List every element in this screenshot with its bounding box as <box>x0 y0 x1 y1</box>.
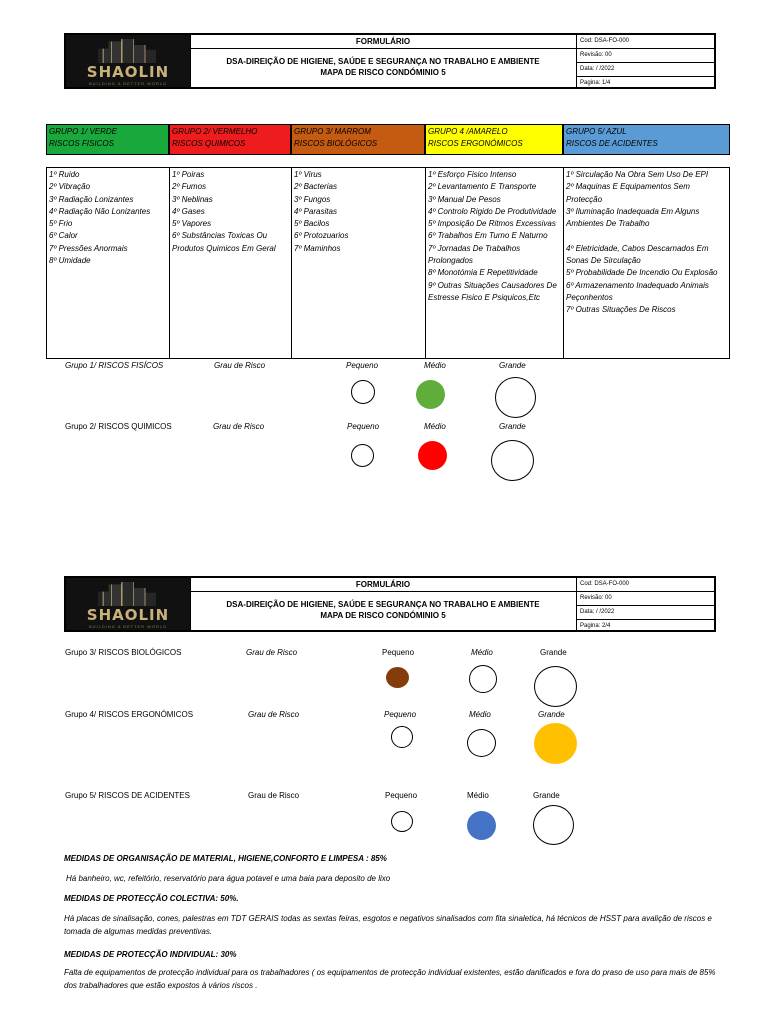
group-3-list: 1º Virus 2º Bacterias 3º Fungos 4º Parasitas 5º Bacilos 6º Protozuarios 7º Maminhos <box>291 167 425 359</box>
header-title-line1: DSA-DIREIÇÃO DE HIGIENE, SAÚDE E SEGURANÇA NO TRABALHO E AMBIENTE <box>226 57 540 66</box>
company-logo <box>66 578 191 630</box>
doc-code: Cod: DSA-FO-000 <box>577 35 714 49</box>
risk-row-5-grande-label: Grande <box>533 791 560 800</box>
group-4-list: 1º Esforço Fisico Intenso 2º Levantamento E Transporte 3º Manual De Pesos 4º Controlo Rigido De Produtividade 5º Imposição De Ritmos Excessivas 6º Trabalhos Em Turno E Naturno 7º Jornadas De Trabalhos Prolongados 8º Monotómia E Repetitividade 9º Outras Situações Causadores De Estresse Fisico E Psiquicos,Etc <box>425 167 563 359</box>
header-title-line1: DSA-DIREIÇÃO DE HIGIENE, SAÚDE E SEGURANÇA NO TRABALHO E AMBIENTE <box>226 600 540 609</box>
doc-date: Data: / /2022 <box>577 606 714 620</box>
risk-row-1-group: Grupo 1/ RISCOS FISÍCOS <box>65 361 164 370</box>
group-2-list: 1º Poiras 2º Fumos 3º Neblinas 4º Gases 5º Vapores 6º Substâncias Toxicas Ou Produtos Quimicos Em Geral <box>169 167 291 359</box>
form-title: FORMULÁRIO <box>190 35 576 49</box>
logo-buildings-icon <box>98 582 156 606</box>
risk-row-1-pequeno-label: Pequeno <box>346 361 379 370</box>
risk-row-3-group: Grupo 3/ RISCOS BIOLÓGICOS <box>65 648 182 657</box>
group-2-header: GRUPO 2/ VERMELHO RISCOS QUIMICOS <box>169 124 291 155</box>
group-5-list: 1º Sirculação Na Obra Sem Uso De EPI 2º Maquinas E Equipamentos Sem Protecção 3º Iluminação Inadequada Em Alguns Ambientes De Trabalho 4º Eletricidade, Cabos Descarnados Em Sonas De Sirculação 5º Probabilidade De Incendio Ou Explosão 6º Armazenamento Inadequado Animais Peçonhentos 7º Outras Situações De Riscos <box>563 167 730 359</box>
company-logo <box>66 35 191 87</box>
doc-page: Pagina: 2/4 <box>580 623 611 629</box>
risk-row-4-medio-label: Médio <box>469 710 491 719</box>
logo-buildings-icon <box>98 39 156 63</box>
doc-page: Pagina: 1/4 <box>580 80 611 86</box>
risk-row-4-large-circle <box>534 723 577 764</box>
risk-row-1-large-circle <box>495 377 536 418</box>
risk-row-4-small-circle <box>391 726 413 748</box>
group-1-list: 1º Ruido 2º Vibração 3º Radiação Lonizantes 4º Radiação Não Lonizantes 5º Frio 6º Calor 7º Pressões Anormais 8º Umidade <box>46 167 169 359</box>
risk-row-1-medium-circle <box>416 380 445 409</box>
measure-1-text: Há banheiro, wc, refeitório, reservatório para água potavel e uma baia para deposito de lixo <box>66 874 391 883</box>
logo-name: SHAOLIN <box>86 63 170 81</box>
risk-row-3-grande-label: Grande <box>540 648 567 657</box>
risk-row-3-small-circle <box>386 667 409 688</box>
risk-row-2-medio-label: Médio <box>424 422 446 431</box>
group-3-header: GRUPO 3/ MARROM RISCOS BIOLÓGICOS <box>291 124 425 155</box>
logo-tagline: BUILDING A BETTER WORLD <box>88 624 168 629</box>
risk-row-5-pequeno-label: Pequeno <box>385 791 418 800</box>
measure-3-text: Falta de equipamentos de protecção individual para os trabalhadores ( os equipamentos de protecção individual existentes, estão danificados e fora do praso de uso para mais de 85% dos trabalhadores que estão expostos à vários riscos . <box>64 968 716 990</box>
risk-row-2-grau: Grau de Risco <box>213 422 265 431</box>
group-5-header: GRUPO 5/ AZUL RISCOS DE ACIDENTES <box>563 124 730 155</box>
doc-date: Data: / /2022 <box>577 63 714 77</box>
risk-row-5-small-circle <box>391 811 413 832</box>
risk-row-2-grande-label: Grande <box>499 422 526 431</box>
risk-row-2-small-circle <box>351 444 374 467</box>
doc-revision: Revisão: 00 <box>577 592 714 606</box>
risk-row-3-medio-label: Médio <box>471 648 493 657</box>
header-title-line2: MAPA DE RISCO CONDÓMINIO 5 <box>320 611 446 620</box>
risk-row-5-medium-circle <box>467 811 496 840</box>
form-title: FORMULÁRIO <box>190 578 576 592</box>
risk-row-3-pequeno-label: Pequeno <box>382 648 415 657</box>
risk-row-5-large-circle <box>533 805 574 845</box>
risk-row-4-group: Grupo 4/ RISCOS ERGONÓMICOS <box>65 710 194 719</box>
risk-row-3-grau: Grau de Risco <box>246 648 298 657</box>
measure-2-text: Há placas de sinalisação, cones, palestras em TDT GERAIS todas as sextas feiras, esgotos e negativos sinalisados com fita sinaletica, há técnicos de HSST para avalição de riscos e tomada de algumas medidas preventivas. <box>64 914 712 936</box>
header-title-line2: MAPA DE RISCO CONDÓMINIO 5 <box>320 68 446 77</box>
form-header-page-2 <box>64 576 716 632</box>
risk-row-2-medium-circle <box>418 441 447 470</box>
doc-code: Cod: DSA-FO-000 <box>577 578 714 592</box>
measure-3-title: MEDIDAS DE PROTECÇÃO INDIVIDUAL: 30% <box>64 950 237 959</box>
risk-row-2-pequeno-label: Pequeno <box>347 422 380 431</box>
risk-row-1-grande-label: Grande <box>499 361 526 370</box>
risk-row-3-large-circle <box>534 666 577 707</box>
risk-row-2-large-circle <box>491 440 534 481</box>
risk-row-2-group: Grupo 2/ RISCOS QUIMICOS <box>65 422 172 431</box>
risk-row-5-medio-label: Médio <box>467 791 489 800</box>
risk-row-1-small-circle <box>351 380 375 404</box>
risk-row-4-medium-circle <box>467 729 496 757</box>
risk-row-4-grau: Grau de Risco <box>248 710 300 719</box>
risk-row-1-grau: Grau de Risco <box>214 361 266 370</box>
risk-row-1-medio-label: Médio <box>424 361 446 370</box>
risk-row-5-grau: Grau de Risco <box>248 791 300 800</box>
doc-revision: Revisão: 00 <box>577 49 714 63</box>
logo-name: SHAOLIN <box>86 606 170 624</box>
group-1-header: GRUPO 1/ VERDE RISCOS FISICOS <box>46 124 169 155</box>
measure-1-title: MEDIDAS DE ORGANISAÇÃO DE MATERIAL, HIGIENE,CONFORTO E LIMPESA : 85% <box>64 854 387 863</box>
risk-row-3-medium-circle <box>469 665 497 693</box>
group-4-header: GRUPO 4 /AMARELO RISCOS ERGONÓMICOS <box>425 124 563 155</box>
risk-row-4-grande-label: Grande <box>538 710 565 719</box>
logo-tagline: BUILDING A BETTER WORLD <box>88 81 168 86</box>
form-header-page-1 <box>64 33 716 89</box>
risk-row-4-pequeno-label: Pequeno <box>384 710 417 719</box>
measure-2-title: MEDIDAS DE PROTECÇÃO COLECTIVA: 50%. <box>64 894 239 903</box>
risk-row-5-group: Grupo 5/ RISCOS DE ACIDENTES <box>65 791 190 800</box>
